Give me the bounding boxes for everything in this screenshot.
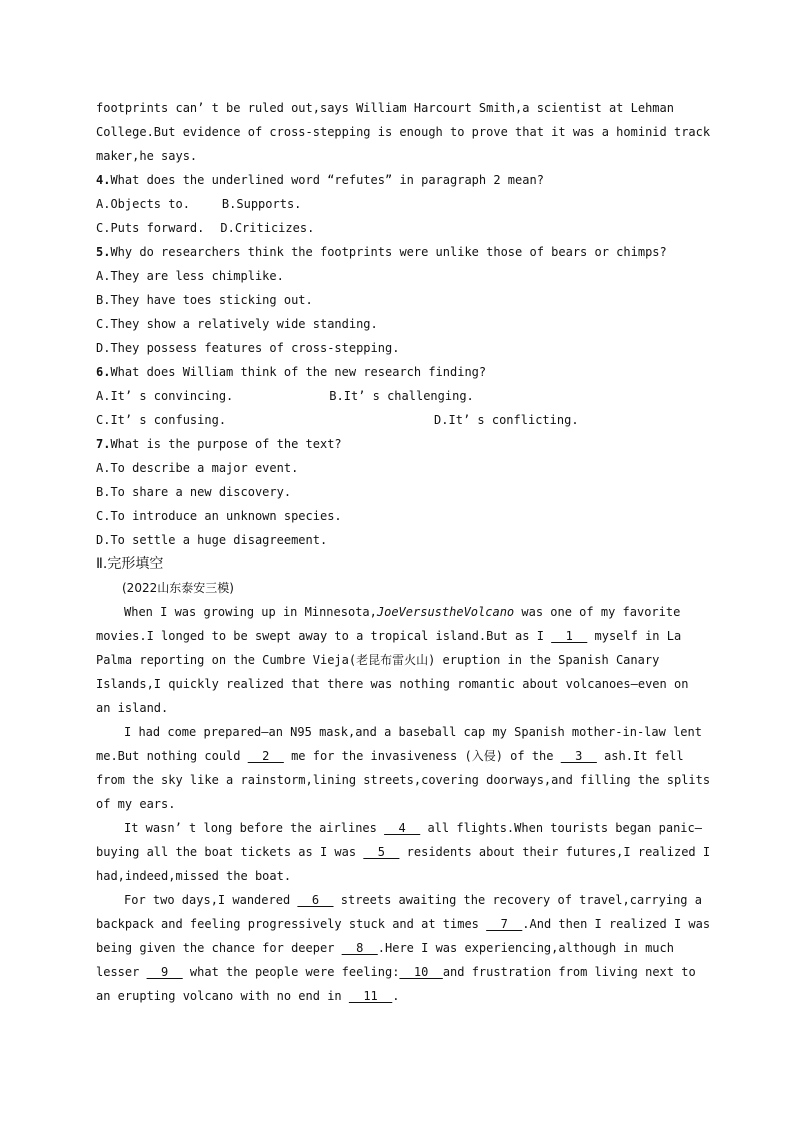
cloze-text: For two days,I wandered xyxy=(124,893,298,907)
cloze-text: an erupting volcano with no end in xyxy=(96,989,349,1003)
cloze-text: .Here I was experiencing,although in much xyxy=(377,941,674,955)
options-row xyxy=(96,216,696,240)
cloze-text: It wasn’ t long before the airlines xyxy=(124,821,385,835)
cloze-text: what the people were feeling: xyxy=(182,965,400,979)
cloze-blank-3[interactable]: 3 xyxy=(560,749,597,763)
cloze-text: . xyxy=(392,989,400,1003)
cloze-text: was one of my favorite xyxy=(514,605,681,619)
cloze-line xyxy=(96,744,696,768)
option-b: B.To share a new discovery. xyxy=(96,485,292,499)
option-a: A.To describe a major event. xyxy=(96,461,299,475)
cloze-blank-2[interactable]: 2 xyxy=(247,749,284,763)
cloze-blank-9[interactable]: 9 xyxy=(146,965,183,979)
cloze-line xyxy=(96,960,696,984)
passage-line: College.But evidence of cross-stepping is enough to prove that it was a hominid track xyxy=(96,125,711,139)
cloze-line: of my ears. xyxy=(96,797,176,811)
question-stem: What does William think of the new research finding? xyxy=(110,365,487,379)
question-number: 7. xyxy=(96,437,111,451)
option-c: C.It’ s confusing. xyxy=(96,413,227,427)
passage-line: footprints can’ t be ruled out,says William Harcourt Smith,a scientist at Lehman xyxy=(96,101,674,115)
option-b: B.Supports. xyxy=(221,197,302,211)
question-number: 5. xyxy=(96,245,111,259)
cloze-text: buying all the boat tickets as I was xyxy=(96,845,364,859)
cloze-text: ) eruption in the Spanish Canary xyxy=(428,653,660,667)
cloze-blank-1[interactable]: 1 xyxy=(551,629,588,643)
cloze-line xyxy=(96,600,696,624)
question-6 xyxy=(96,360,696,384)
cloze-text: backpack and feeling progressively stuck and at times xyxy=(96,917,487,931)
cloze-blank-4[interactable]: 4 xyxy=(384,821,421,835)
cloze-blank-8[interactable]: 8 xyxy=(341,941,378,955)
question-stem: What is the purpose of the text? xyxy=(110,437,342,451)
question-number: 4. xyxy=(96,173,111,187)
option-b: B.They have toes sticking out. xyxy=(96,293,313,307)
option-c: C.Puts forward. xyxy=(96,221,205,235)
question-5 xyxy=(96,240,696,264)
cloze-line xyxy=(96,936,696,960)
option-c: C.To introduce an unknown species. xyxy=(96,509,342,523)
cloze-text: Palma reporting on the Cumbre Vieja( xyxy=(96,653,357,667)
page-content xyxy=(96,96,711,1008)
cloze-text: ash.It fell xyxy=(596,749,684,763)
section-title: Ⅱ.完形填空 xyxy=(96,556,164,572)
cloze-blank-7[interactable]: 7 xyxy=(486,917,523,931)
cloze-line: from the sky like a rainstorm,lining streets,covering doorways,and filling the splits xyxy=(96,773,711,787)
chinese-gloss: 老昆布雷火山 xyxy=(356,653,429,667)
options-row xyxy=(96,384,696,408)
options-row xyxy=(96,408,696,432)
section-source: (2022山东泰安三模) xyxy=(122,581,234,595)
cloze-line xyxy=(96,624,696,648)
cloze-text: me.But nothing could xyxy=(96,749,248,763)
cloze-line: I had come prepared—an N95 mask,and a baseball cap my Spanish mother-in-law lent xyxy=(124,725,702,739)
cloze-text: and frustration from living next to xyxy=(442,965,696,979)
question-stem: What does the underlined word “refutes” in paragraph 2 mean? xyxy=(110,173,544,187)
cloze-blank-6[interactable]: 6 xyxy=(297,893,334,907)
question-7 xyxy=(96,432,696,456)
option-d: D.To settle a huge disagreement. xyxy=(96,533,328,547)
option-a: A.Objects to. xyxy=(96,197,190,211)
cloze-text: streets awaiting the recovery of travel,carrying a xyxy=(333,893,702,907)
passage-line: maker,he says. xyxy=(96,149,198,163)
cloze-blank-5[interactable]: 5 xyxy=(363,845,400,859)
chinese-gloss: 入侵 xyxy=(471,749,496,763)
movie-title: JoeVersustheVolcano xyxy=(376,605,515,619)
cloze-text: being given the chance for deeper xyxy=(96,941,342,955)
question-stem: Why do researchers think the footprints were unlike those of bears or chimps? xyxy=(110,245,667,259)
cloze-text: residents about their futures,I realized I xyxy=(399,845,711,859)
option-a: A.It’ s convincing. xyxy=(96,389,234,403)
cloze-line: Islands,I quickly realized that there was nothing romantic about volcanoes—even on xyxy=(96,677,689,691)
cloze-line: an island. xyxy=(96,701,169,715)
cloze-line xyxy=(96,888,702,912)
cloze-line: had,indeed,missed the boat. xyxy=(96,869,292,883)
option-d: D.They possess features of cross-stepping. xyxy=(96,341,400,355)
cloze-text: When I was growing up in Minnesota, xyxy=(124,605,377,619)
cloze-line xyxy=(96,840,711,864)
cloze-line xyxy=(96,648,696,672)
option-d: D.It’ s conflicting. xyxy=(434,413,579,427)
cloze-line xyxy=(96,816,702,840)
cloze-line xyxy=(96,984,696,1008)
cloze-text: movies.I longed to be swept away to a tropical island.But as I xyxy=(96,629,552,643)
cloze-text: ) of the xyxy=(495,749,561,763)
cloze-text: all flights.When tourists began panic— xyxy=(420,821,702,835)
question-4 xyxy=(96,168,696,192)
cloze-text: myself in La xyxy=(587,629,682,643)
cloze-blank-11[interactable]: 11 xyxy=(348,989,393,1003)
question-number: 6. xyxy=(96,365,111,379)
option-a: A.They are less chimplike. xyxy=(96,269,284,283)
cloze-blank-10[interactable]: 10 xyxy=(399,965,443,979)
cloze-text: lesser xyxy=(96,965,147,979)
option-d: D.Criticizes. xyxy=(220,221,315,235)
cloze-text: me for the invasiveness ( xyxy=(283,749,472,763)
options-row xyxy=(96,192,696,216)
cloze-line xyxy=(96,912,711,936)
option-b: B.It’ s challenging. xyxy=(329,389,474,403)
cloze-text: .And then I realized I was xyxy=(522,917,711,931)
option-c: C.They show a relatively wide standing. xyxy=(96,317,378,331)
